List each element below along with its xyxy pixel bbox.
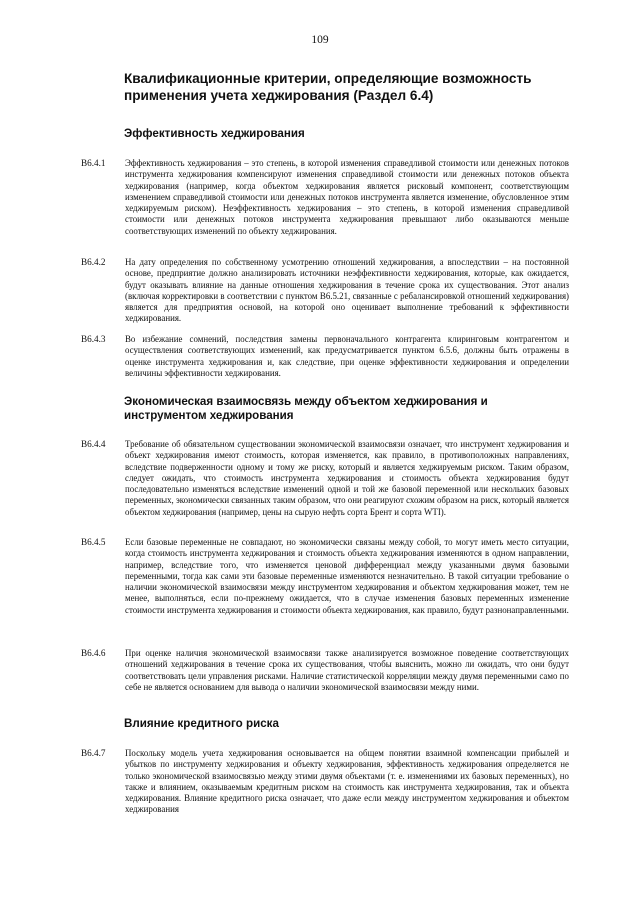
paragraph-text: Эффективность хеджирования – это степень, в которой изменения справедливой стоимости или денежных потоков инструмента хеджирования компенсируют изменения справедливой стоимости или денежных потоков объекта хеджирования (например, когда объектом хеджирования является рисковый компонент, соответствующим изменением справедливой стоимости или денежных потоков инструмента является изменение, обусловленное этим хеджируемым риском). Неэффективность хеджирования – это степень, в которой изменения справедливой стоимости или денежных потоков инструмента хеджирования превышают либо оказываются меньше соответствующих изменений по объекту хеджирования. — [125, 158, 569, 236]
paragraph-number: B6.4.5 — [81, 537, 106, 547]
paragraph-text: На дату определения по собственному усмотрению отношений хеджирования, а впоследствии – на постоянной основе, предприятие должно анализировать источники неэффективности хеджирования, которые, как ожидается, будут оказывать влияние на данные отношения хеджирования в течение срока их существования. Этот анализ (включая корректировки в соответствии с пунктом B6.5.21, связанные с ребалансировкой отношений хеджирования) является для предприятия основой, на которой оно оценивает выполнение требований к эффективности хеджирования. — [125, 257, 569, 324]
paragraph-b6-4-6 — [81, 648, 569, 693]
paragraph-b6-4-5 — [81, 537, 569, 616]
paragraph-text: Если базовые переменные не совпадают, но экономически связаны между собой, то могут иметь место ситуации, когда стоимость инструмента хеджирования и стоимость объекта хеджирования изменяются в одном направлении, например, вследствие того, что изменяется ценовой дифференциал между указанными двумя базовыми переменными, тогда как сами эти базовые переменные изменяются незначительно. В такой ситуации требование о наличии экономической взаимосвязи между инструментом хеджирования и объектом хеджирования может, тем не менее, выполняться, если по-прежнему ожидается, что в случае изменения базовых переменных изменение стоимости инструмента хеджирования и стоимости объекта хеджирования, как правило, будут разнонаправленными. — [125, 537, 569, 615]
paragraph-number: B6.4.3 — [81, 334, 106, 344]
paragraph-number: B6.4.1 — [81, 158, 106, 168]
page-number: 109 — [311, 34, 329, 46]
paragraph-text: Требование об обязательном существовании экономической взаимосвязи означает, что инструмент хеджирования и объект хеджирования имеют стоимость, которая изменяется, как правило, в противоположных направлениях, вследствие подверженности одному и тому же риску, который и является хеджируемым риском. Таким образом, следует ожидать, что стоимость инструмента хеджирования и стоимость объекта хеджирования будут последовательно изменяться вследствие изменений одной и той же базовой переменной или нескольких базовых переменных, экономически связанных таким образом, что они реагируют схожим образом на риск, который является объектом хеджирования (например, цены на сырую нефть сорта Брент и сорта WTI). — [125, 439, 569, 517]
paragraph-number: B6.4.7 — [81, 748, 106, 758]
paragraph-b6-4-2 — [81, 257, 569, 325]
paragraph-text: При оценке наличия экономической взаимосвязи также анализируется возможное поведение соответствующих отношений хеджирования в течение срока их существования, чтобы выяснить, можно ли ожидать, что они будут соответствовать цели управления рисками. Наличие статистической корреляции между двумя переменными само по себе не является основанием для вывода о наличии экономической взаимосвязи между ними. — [125, 648, 569, 692]
paragraph-text: Поскольку модель учета хеджирования основывается на общем понятии взаимной компенсации прибылей и убытков по инструменту хеджирования и объекту хеджирования, эффективность хеджирования определяется не только экономической взаимосвязью между этими двумя объектами (т. е. изменениями их базовых переменных), но также и влиянием, оказываемым кредитным риском на стоимость как инструмента хеджирования, так и объекта хеджирования. Влияние кредитного риска означает, что даже если между инструментом хеджирования и объектом хеджирования — [125, 748, 569, 815]
section-heading-economic-relationship: Экономическая взаимосвязь между объектом хеджирования и инструментом хеджирования — [124, 395, 488, 422]
paragraph-number: B6.4.4 — [81, 439, 106, 449]
page-title: Квалификационные критерии, определяющие возможность применения учета хеджирования (Раздел 6.4) — [124, 71, 532, 103]
section-heading-credit-risk: Влияние кредитного риска — [124, 717, 279, 730]
paragraph-b6-4-4 — [81, 439, 569, 518]
paragraph-b6-4-1 — [81, 158, 569, 237]
paragraph-number: B6.4.6 — [81, 648, 106, 658]
paragraph-b6-4-7 — [81, 748, 569, 816]
paragraph-text: Во избежание сомнений, последствия замены первоначального контрагента клиринговым контрагентом и осуществления соответствующих изменений, как предусматривается пунктом 6.5.6, должны быть отражены в оценке инструмента хеджирования и, как следствие, при оценке эффективности хеджирования и определении величины эффективности хеджирования. — [125, 334, 569, 378]
paragraph-b6-4-3 — [81, 334, 569, 379]
section-heading-hedge-effectiveness: Эффективность хеджирования — [124, 127, 305, 140]
paragraph-number: B6.4.2 — [81, 257, 106, 267]
